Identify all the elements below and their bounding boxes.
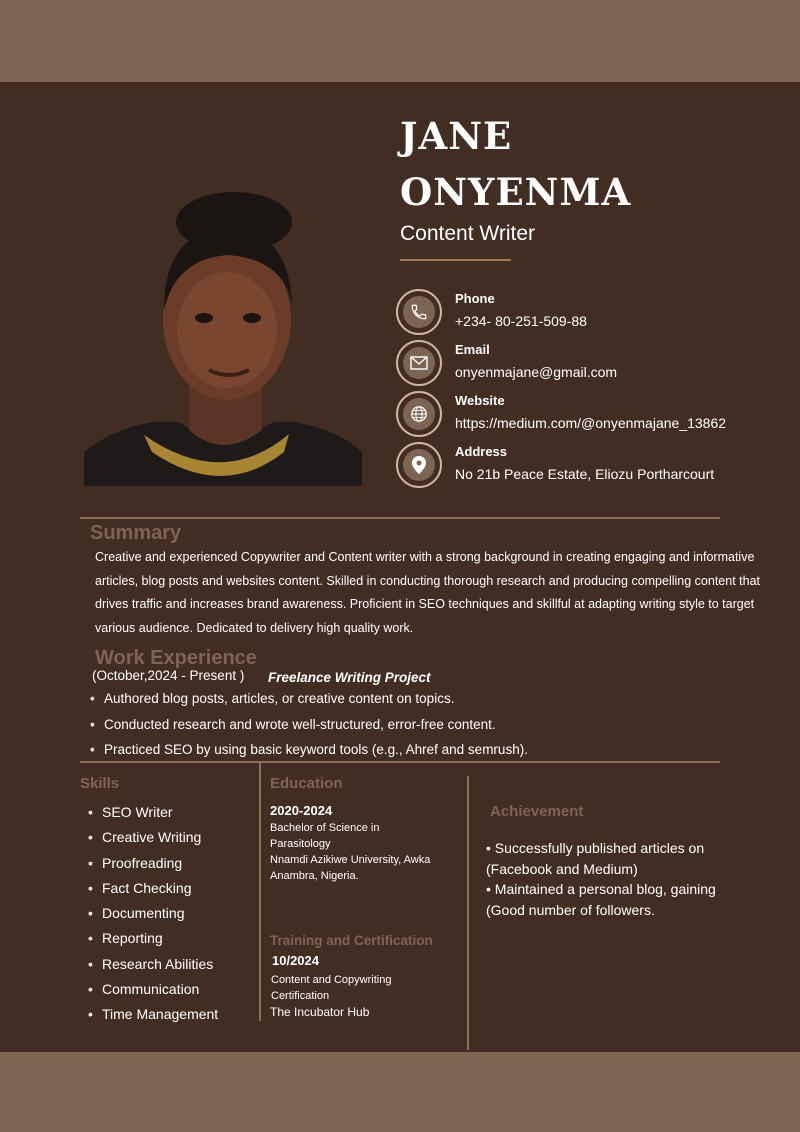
contact-email [396,340,796,386]
education-column-divider [467,776,469,1050]
list-item: • Successfully published articles on (Facebook and Medium) [486,840,705,877]
bottom-band [0,1052,800,1132]
work-experience-heading: Work Experience [95,647,257,669]
training-date: 10/2024 [272,953,319,968]
education-year: 2020-2024 [270,803,333,818]
contact-website [396,391,796,437]
skills-heading: Skills [80,775,120,792]
contact-address [396,442,796,488]
address-label: Address [455,444,508,459]
location-pin-icon [396,442,442,488]
training-provider: The Incubator Hub [270,1005,370,1019]
education-heading: Education [270,775,343,792]
skills-list [88,800,218,1028]
list-item: • Time Management [88,1002,218,1027]
work-bullets [90,686,528,763]
address-value: No 21b Peace Estate, Eliozu Portharcourt [455,466,715,482]
list-item: • Maintained a personal blog, gaining (Good number of followers. [486,881,716,918]
list-item: • Communication [88,977,218,1002]
summary-heading: Summary [90,522,182,544]
list-item: • Conducted research and wrote well-structured, error-free content. [90,712,528,738]
list-item: • Research Abilities [88,952,218,977]
website-value[interactable]: https://medium.com/@onyenmajane_13862 [455,415,727,431]
name-first: JANE [400,114,513,158]
work-project: Freelance Writing Project [268,670,431,685]
mail-icon [396,340,442,386]
list-item: • Documenting [88,901,218,926]
summary-text: Creative and experienced Copywriter and Content writer with a strong background in creating engaging and informative articles, blog posts and websites content. Skilled in conducting thorough research and producing compelling content that drives traffic and increases brand awareness. Proficient in SEO techniques and skillful at adapting writing style to target various audience. Dedicated to delivery high quality work. [95,550,760,635]
job-title: Content Writer [400,222,535,245]
profile-photo [84,190,362,486]
phone-value: +234- 80-251-509-88 [455,313,587,329]
achievement-heading: Achievement [490,803,584,820]
top-band [0,0,800,82]
achievement-list [486,838,736,920]
contact-phone [396,289,796,335]
summary-divider [80,517,720,519]
work-period: (October,2024 - Present ) [92,668,245,683]
list-item: • Authored blog posts, articles, or creative content on topics. [90,686,528,712]
full-name [400,108,631,220]
title-divider [400,259,511,261]
list-item: • SEO Writer [88,800,218,825]
education-school: Nnamdi Azikiwe University, Awka Anambra, Nigeria. [270,854,431,882]
list-item: • Fact Checking [88,876,218,901]
education-degree: Bachelor of Science in Parasitology [270,822,380,850]
list-item: • Reporting [88,926,218,951]
list-item: • Proofreading [88,851,218,876]
training-heading: Training and Certification [270,933,433,948]
phone-icon [396,289,442,335]
name-last: ONYENMA [400,170,632,214]
list-item: • Practiced SEO by using basic keyword tools (e.g., Ahref and semrush). [90,737,528,763]
work-divider [80,761,720,763]
list-item: • Creative Writing [88,825,218,850]
email-value[interactable]: onyenmajane@gmail.com [455,364,618,380]
website-label: Website [455,393,505,408]
skills-column-divider [259,763,261,1021]
globe-icon [396,391,442,437]
phone-label: Phone [455,291,495,306]
email-label: Email [455,342,490,357]
training-course: Content and Copywriting Certification [271,974,392,1002]
